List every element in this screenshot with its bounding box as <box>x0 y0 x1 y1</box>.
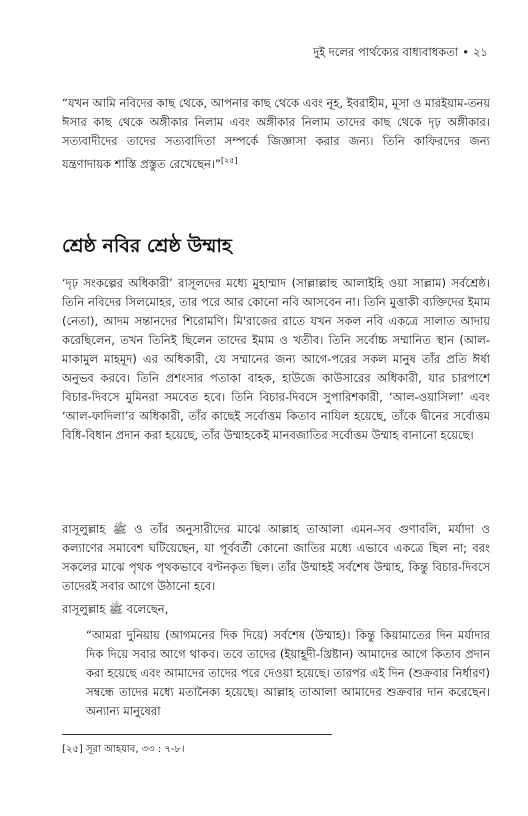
paragraph-2: রাসূলুল্লাহ ﷺ ও তাঁর অনুসারীদের মাঝে আল্লাহ তাআলা এমন-সব গুণাবলি, মর্যাদা ও কল্যাণের সমাবেশ ঘটিয়েছেন, যা পূর্ববর্তী কোনো জাতির মধ্যে এভাবে একত্রে ছিল না; বরং সকলের মাঝে পৃথক পৃথকভাবে বণ্টনকৃত ছিল। তাঁর উম্মাহই সর্বশেষ উম্মাহ, কিন্তু বিচার-দিবসে তাদেরই সবার আগে উঠানো হবে। <box>62 522 491 593</box>
section-title: শ্রেষ্ঠ নবির শ্রেষ্ঠ উম্মাহ <box>62 235 232 257</box>
footnote-marker: [২৫] <box>62 744 83 755</box>
footnote-reference: [২৫] <box>220 156 238 165</box>
footnote-text: সূরা আহযাব, ৩৩ : ৭-৮। <box>85 744 185 755</box>
hadith-quote: “আমরা দুনিয়ায় (আগমনের দিক দিয়ে) সর্বশেষ (উম্মাহ)। কিন্তু কিয়ামাতের দিন মর্যাদার দিক দিয়ে সবার আগে থাকব। তবে তাদের (ইয়াহূদী-খ্রিষ্টান) আমাদের আগে কিতাব প্রদান করা হয়েছে এবং আমাদের তাদের পরে দেওয়া হয়েছে। তারপর এই দিন (শুক্রবার নির্ধারণ) সম্বন্ধে তাদের মধ্যে মতানৈক্য হয়েছে। আল্লাহ তাআলা আমাদের শুক্রবার দান করেছেন। অন্যান্য মানুষেরা <box>86 628 490 718</box>
paragraph-3: রাসূলুল্লাহ ﷺ বলেছেন, <box>62 602 169 616</box>
intro-quote-paragraph <box>62 94 490 174</box>
footnote-divider <box>62 734 332 735</box>
running-title: দুই দলের পার্থক্যের বাধ্যবাধকতা <box>313 45 459 59</box>
intro-quote-text: “যখন আমি নবিদের কাছ থেকে, আপনার কাছ থেকে এবং নূহ, ইবরাহীম, মূসা ও মারইয়াম-তনয় ঈসার কাছ থেকে অঙ্গীকার নিলাম এবং অঙ্গীকার নিলাম তাদের কাছ থেকে দৃঢ় অঙ্গীকার। সত্যবাদীদের তাদের সত্যবাদিতা সম্পর্কে জিজ্ঞাসা করার জন্য। তিনি কাফিরদের জন্য যন্ত্রণাদায়ক শাস্তি প্রস্তুত রেখেছেন।” <box>62 96 490 171</box>
page-number: ২১ <box>473 45 488 59</box>
header-separator-dot: • <box>462 45 470 59</box>
footnote <box>62 742 185 759</box>
running-header <box>40 44 488 63</box>
paragraph-1: ‘দৃঢ় সংকল্পের অধিকারী’ রাসূলদের মধ্যে মুহাম্মাদ (সাল্লাল্লাহু আলাইহি ওয়া সাল্লাম) সর্বশ্রেষ্ঠ। তিনি নবিদের সিলমোহর, তার পরে আর কোনো নবি আসবেন না। তিনি মুত্তাকী ব্যক্তিদের ইমাম (নেতা), আদম সন্তানদের শিরোমণি। মি'রাজের রাতে যখন সকল নবি একত্রে সালাত আদায় করেছিলেন, তখন তিনিই ছিলেন তাদের ইমাম ও খতীব। তিনি সর্বোচ্চ সম্মানিত স্থান (আল-মাকামুল মাহমূদ) এর অধিকারী, যে সম্মানের জন্য আগে-পরের সকল মানুষ তাঁর প্রতি ঈর্ষা অনুভব করবে। তিনি প্রশংসার পতাকা বাহক, হাউজে কাউসারের অধিকারী, যার চারপাশে বিচার-দিবসে মুমিনরা সমবেত হবে। তিনি বিচার-দিবসে সুপারিশকারী, ‘আল-ওয়াসিলা’ এবং ‘আল-ফাদিলা’র অধিকারী, তাঁর কাছেই সর্বোত্তম কিতাব নাযিল হয়েছে, তাঁকে দ্বীনের সর্বোত্তম বিধি-বিধান প্রদান করা হয়েছে, তাঁর উম্মাহকেই মানবজাতির সর্বোত্তম উম্মাহ বানানো হয়েছে। <box>62 276 490 442</box>
